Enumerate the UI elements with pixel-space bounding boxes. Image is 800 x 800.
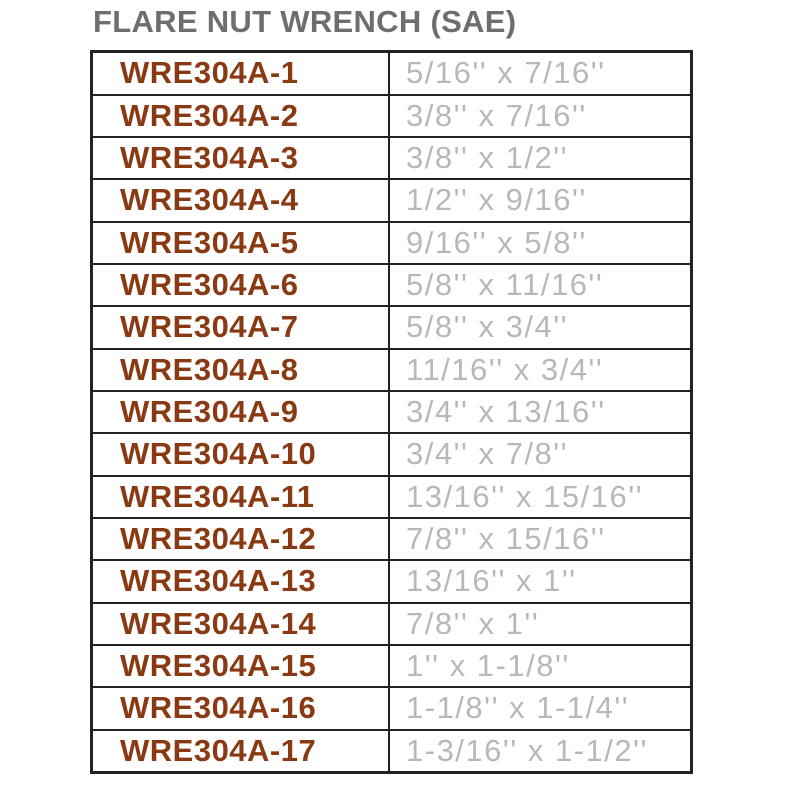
part-number-cell: WRE304A-9 [93, 392, 390, 432]
table-row [93, 644, 690, 686]
size-cell: 1/2'' x 9/16'' [406, 182, 587, 218]
size-cell: 1-3/16'' x 1-1/2'' [406, 732, 648, 768]
size-cell: 5/16'' x 7/16'' [406, 55, 606, 91]
table-row [93, 686, 690, 728]
part-number-cell: WRE304A-14 [93, 604, 390, 644]
size-cell: 11/16'' x 3/4'' [406, 351, 604, 387]
part-number-cell: WRE304A-17 [93, 731, 390, 771]
size-cell: 7/8'' x 1'' [406, 605, 540, 641]
part-number-cell: WRE304A-16 [93, 688, 390, 728]
table-row [93, 390, 690, 432]
table-row [93, 305, 690, 347]
part-number-cell: WRE304A-10 [93, 434, 390, 474]
part-number-cell: WRE304A-8 [93, 350, 390, 390]
part-number-cell: WRE304A-2 [93, 96, 390, 136]
size-cell: 5/8'' x 11/16'' [406, 267, 604, 303]
table-row [93, 178, 690, 220]
size-cell: 9/16'' x 5/8'' [406, 224, 587, 260]
part-number-cell: WRE304A-7 [93, 307, 390, 347]
size-cell: 7/8'' x 15/16'' [406, 521, 606, 557]
table-row [93, 221, 690, 263]
table-row [93, 432, 690, 474]
size-cell: 3/8'' x 1/2'' [406, 140, 569, 176]
table-row [93, 729, 690, 771]
table-row [93, 94, 690, 136]
size-cell: 3/4'' x 13/16'' [406, 394, 606, 430]
size-cell: 5/8'' x 3/4'' [406, 309, 569, 345]
table-row [93, 53, 690, 94]
size-cell: 3/8'' x 7/16'' [406, 97, 587, 133]
size-cell: 13/16'' x 1'' [406, 563, 577, 599]
part-number-cell: WRE304A-13 [93, 561, 390, 601]
table-row [93, 602, 690, 644]
table-row [93, 475, 690, 517]
size-cell: 3/4'' x 7/8'' [406, 436, 569, 472]
part-number-cell: WRE304A-4 [93, 180, 390, 220]
table-row [93, 136, 690, 178]
wrench-size-table [90, 50, 693, 774]
table-title: FLARE NUT WRENCH (SAE) [93, 4, 517, 39]
size-cell: 13/16'' x 15/16'' [406, 478, 644, 514]
table-row [93, 348, 690, 390]
part-number-cell: WRE304A-5 [93, 223, 390, 263]
table-row [93, 559, 690, 601]
part-number-cell: WRE304A-1 [93, 53, 390, 94]
table-row [93, 517, 690, 559]
table-row [93, 263, 690, 305]
part-number-cell: WRE304A-12 [93, 519, 390, 559]
size-cell: 1-1/8'' x 1-1/4'' [406, 690, 630, 726]
part-number-cell: WRE304A-3 [93, 138, 390, 178]
size-cell: 1'' x 1-1/8'' [406, 648, 570, 684]
part-number-cell: WRE304A-11 [93, 477, 390, 517]
part-number-cell: WRE304A-6 [93, 265, 390, 305]
part-number-cell: WRE304A-15 [93, 646, 390, 686]
